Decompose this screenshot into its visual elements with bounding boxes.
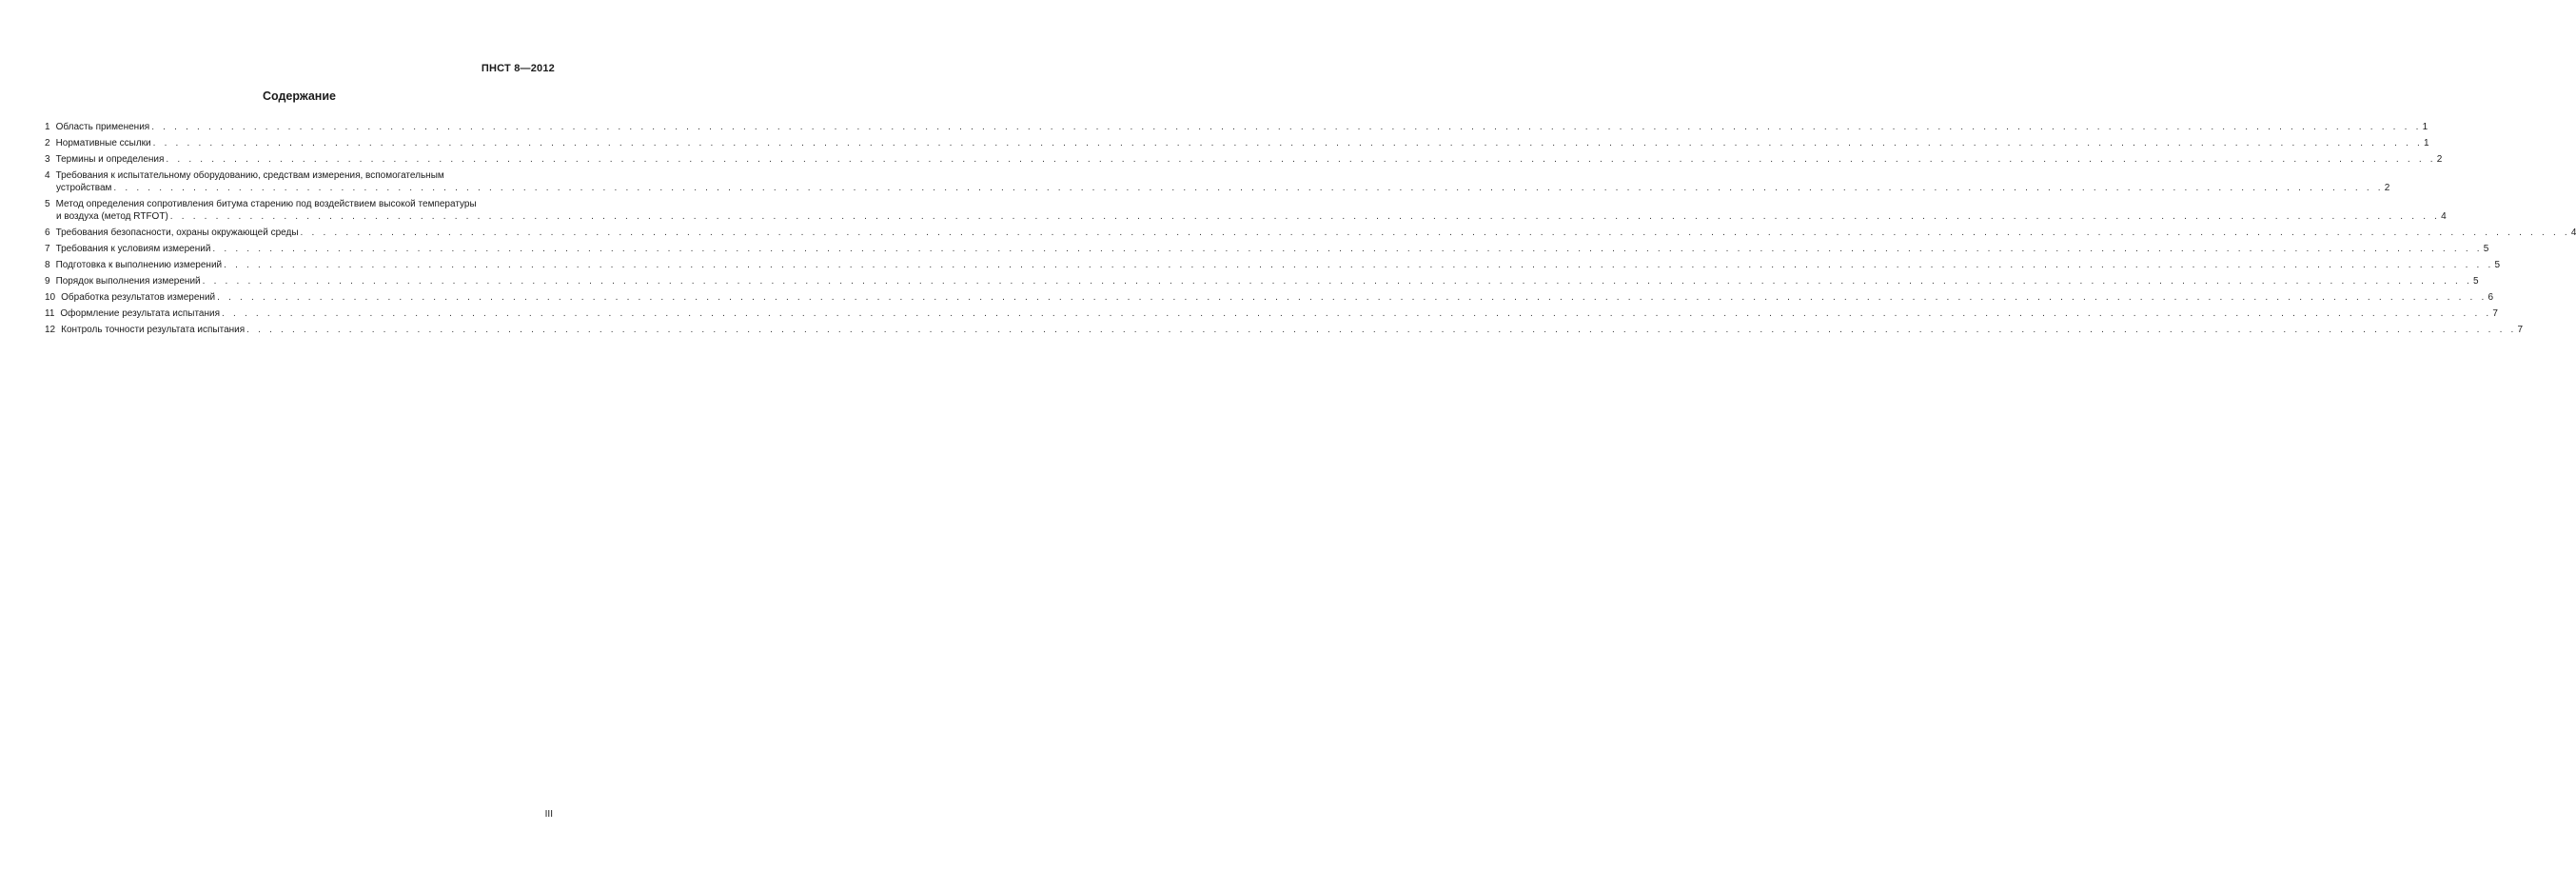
toc-leader-dots: . . . . . . . . . . . . . . . . . . . . . . . . . . . . . . . . . . . . . . . . . . . . . . . . . . . . . . . . . . . . . . . . . . . . . . . . . . . . . . . . . . . . . . . . . . . . . . . . . . . . . . . . . . . . . . . . . . . . . . . . . . . . . . . . . . . . . . . . . . . . . . . . . . . . . . . . . . . . . . . . . . . . . . . . . . . . . . . . . . . . . . . . . . . . . . . . . . . . . . . .	[151, 122, 2422, 132]
toc-entry-title: Метод определения сопротивления битума старению под воздействием высокой температуры	[55, 199, 477, 209]
toc-entry-number: 8	[45, 260, 50, 270]
toc-entry-title: Контроль точности результата испытания	[61, 325, 246, 335]
toc-entry-number: 6	[45, 228, 50, 238]
toc-title: Содержание	[262, 89, 336, 103]
toc-entry-number: 3	[45, 154, 50, 165]
toc-entry-title: Подготовка к выполнению измерений	[55, 260, 223, 270]
toc-entry-line	[45, 291, 2494, 304]
toc-entry-line	[45, 227, 2576, 239]
toc-leader-dots: . . . . . . . . . . . . . . . . . . . . . . . . . . . . . . . . . . . . . . . . . . . . . . . . . . . . . . . . . . . . . . . . . . . . . . . . . . . . . . . . . . . . . . . . . . . . . . . . . . . . . . . . . . . . . . . . . . . . . . . . . . . . . . . . . . . . . . . . . . . . . . . . . . . . . . . . . . . . . . . . . . . . . . . . . . . . . . . . . . . . . . . . . . . . . . . . . . . . . . . .	[169, 211, 2441, 222]
toc-entry-page: 2	[2384, 183, 2390, 193]
toc-leader-dots: . . . . . . . . . . . . . . . . . . . . . . . . . . . . . . . . . . . . . . . . . . . . . . . . . . . . . . . . . . . . . . . . . . . . . . . . . . . . . . . . . . . . . . . . . . . . . . . . . . . . . . . . . . . . . . . . . . . . . . . . . . . . . . . . . . . . . . . . . . . . . . . . . . . . . . . . . . . . . . . . . . . . . . . . . . . . . . . . . . . . . . . . . . . . . . . . . . . . . . . .	[166, 154, 2436, 165]
toc-entry[interactable]	[45, 227, 2576, 239]
document-code: ПНСТ 8—2012	[481, 63, 555, 74]
toc-entry[interactable]	[45, 243, 2489, 255]
toc-entry-number: 2	[45, 138, 50, 148]
toc-entry-line	[45, 307, 2498, 320]
toc-entry-title: Требования к условиям измерений	[55, 244, 211, 254]
toc-entry-title: Термины и определения	[55, 154, 165, 165]
toc-entry-line	[45, 324, 2524, 336]
toc-entry-page: 1	[2424, 138, 2429, 148]
toc-entry-line	[45, 137, 2429, 149]
toc-entry-page: 5	[2494, 260, 2501, 270]
toc-entry-title: Оформление результата испытания	[60, 308, 221, 319]
toc-entry[interactable]	[45, 259, 2501, 271]
toc-entry-page: 6	[2488, 292, 2494, 303]
toc-entry-line	[45, 198, 556, 210]
toc-leader-dots: . . . . . . . . . . . . . . . . . . . . . . . . . . . . . . . . . . . . . . . . . . . . . . . . . . . . . . . . . . . . . . . . . . . . . . . . . . . . . . . . . . . . . . . . . . . . . . . . . . . . . . . . . . . . . . . . . . . . . . . . . . . . . . . . . . . . . . . . . . . . . . . . . . . . . . . . . . . . . . . . . . . . . . . . . . . . . . . . . . . . . . . . . . . . . . . . . . . . . . . .	[224, 260, 2494, 270]
toc-entry-page: 5	[2483, 244, 2489, 254]
toc-entry-number: 12	[45, 325, 56, 335]
toc-entry-number: 5	[45, 199, 50, 209]
toc-leader-dots: . . . . . . . . . . . . . . . . . . . . . . . . . . . . . . . . . . . . . . . . . . . . . . . . . . . . . . . . . . . . . . . . . . . . . . . . . . . . . . . . . . . . . . . . . . . . . . . . . . . . . . . . . . . . . . . . . . . . . . . . . . . . . . . . . . . . . . . . . . . . . . . . . . . . . . . . . . . . . . . . . . . . . . . . . . . . . . . . . . . . . . . . . . . . . . . . . . . . . . . .	[300, 228, 2570, 238]
toc-entry-title: устройствам	[56, 183, 112, 193]
toc-entry[interactable]	[45, 137, 2429, 149]
toc-entry[interactable]	[45, 291, 2494, 304]
toc-entry-title: Требования безопасности, охраны окружающей среды	[55, 228, 299, 238]
toc-entry-line	[45, 275, 2479, 287]
toc-entry-line	[45, 169, 556, 182]
toc-entry-continuation	[45, 182, 2390, 194]
toc-entry-number: 7	[45, 244, 50, 254]
toc-entry-title: и воздуха (метод RTFOT)	[56, 211, 168, 222]
table-of-contents	[45, 121, 2576, 340]
toc-leader-dots: . . . . . . . . . . . . . . . . . . . . . . . . . . . . . . . . . . . . . . . . . . . . . . . . . . . . . . . . . . . . . . . . . . . . . . . . . . . . . . . . . . . . . . . . . . . . . . . . . . . . . . . . . . . . . . . . . . . . . . . . . . . . . . . . . . . . . . . . . . . . . . . . . . . . . . . . . . . . . . . . . . . . . . . . . . . . . . . . . . . . . . . . . . . . . . . . . . . . . . . .	[246, 325, 2517, 335]
toc-entry[interactable]	[45, 307, 2498, 320]
toc-entry-line	[45, 121, 2429, 133]
toc-leader-dots: . . . . . . . . . . . . . . . . . . . . . . . . . . . . . . . . . . . . . . . . . . . . . . . . . . . . . . . . . . . . . . . . . . . . . . . . . . . . . . . . . . . . . . . . . . . . . . . . . . . . . . . . . . . . . . . . . . . . . . . . . . . . . . . . . . . . . . . . . . . . . . . . . . . . . . . . . . . . . . . . . . . . . . . . . . . . . . . . . . . . . . . . . . . . . . . . . . . . . . . .	[152, 138, 2423, 148]
toc-entry-number: 4	[45, 170, 50, 181]
toc-entry-page: 4	[2441, 211, 2447, 222]
toc-leader-dots: . . . . . . . . . . . . . . . . . . . . . . . . . . . . . . . . . . . . . . . . . . . . . . . . . . . . . . . . . . . . . . . . . . . . . . . . . . . . . . . . . . . . . . . . . . . . . . . . . . . . . . . . . . . . . . . . . . . . . . . . . . . . . . . . . . . . . . . . . . . . . . . . . . . . . . . . . . . . . . . . . . . . . . . . . . . . . . . . . . . . . . . . . . . . . . . . . . . . . . . .	[113, 183, 2384, 193]
toc-entry-title: Порядок выполнения измерений	[55, 276, 201, 287]
toc-entry-number: 11	[45, 308, 55, 319]
toc-entry-page: 1	[2422, 122, 2429, 132]
toc-entry[interactable]	[45, 275, 2479, 287]
toc-entry-line	[45, 243, 2489, 255]
toc-entry-title: Обработка результатов измерений	[61, 292, 216, 303]
toc-leader-dots: . . . . . . . . . . . . . . . . . . . . . . . . . . . . . . . . . . . . . . . . . . . . . . . . . . . . . . . . . . . . . . . . . . . . . . . . . . . . . . . . . . . . . . . . . . . . . . . . . . . . . . . . . . . . . . . . . . . . . . . . . . . . . . . . . . . . . . . . . . . . . . . . . . . . . . . . . . . . . . . . . . . . . . . . . . . . . . . . . . . . . . . . . . . . . . . . . . . . . . . .	[222, 308, 2492, 319]
toc-entry-line	[45, 259, 2501, 271]
toc-leader-dots: . . . . . . . . . . . . . . . . . . . . . . . . . . . . . . . . . . . . . . . . . . . . . . . . . . . . . . . . . . . . . . . . . . . . . . . . . . . . . . . . . . . . . . . . . . . . . . . . . . . . . . . . . . . . . . . . . . . . . . . . . . . . . . . . . . . . . . . . . . . . . . . . . . . . . . . . . . . . . . . . . . . . . . . . . . . . . . . . . . . . . . . . . . . . . . . . . . . . . . . .	[217, 292, 2488, 303]
toc-entry-title: Нормативные ссылки	[55, 138, 151, 148]
toc-entry-number: 1	[45, 122, 50, 132]
toc-entry[interactable]	[45, 121, 2429, 133]
toc-leader-dots: . . . . . . . . . . . . . . . . . . . . . . . . . . . . . . . . . . . . . . . . . . . . . . . . . . . . . . . . . . . . . . . . . . . . . . . . . . . . . . . . . . . . . . . . . . . . . . . . . . . . . . . . . . . . . . . . . . . . . . . . . . . . . . . . . . . . . . . . . . . . . . . . . . . . . . . . . . . . . . . . . . . . . . . . . . . . . . . . . . . . . . . . . . . . . . . . . . . . . . . .	[212, 244, 2483, 254]
toc-entry-page: 5	[2473, 276, 2479, 287]
toc-entry[interactable]	[45, 324, 2524, 336]
toc-leader-dots: . . . . . . . . . . . . . . . . . . . . . . . . . . . . . . . . . . . . . . . . . . . . . . . . . . . . . . . . . . . . . . . . . . . . . . . . . . . . . . . . . . . . . . . . . . . . . . . . . . . . . . . . . . . . . . . . . . . . . . . . . . . . . . . . . . . . . . . . . . . . . . . . . . . . . . . . . . . . . . . . . . . . . . . . . . . . . . . . . . . . . . . . . . . . . . . . . . . . . . . .	[202, 276, 2472, 287]
toc-entry-page: 7	[2492, 308, 2498, 319]
page-number: III	[544, 809, 553, 820]
toc-entry-continuation	[45, 210, 2447, 223]
toc-entry-number: 10	[45, 292, 56, 303]
toc-entry-title: Область применения	[55, 122, 150, 132]
toc-entry-page: 7	[2517, 325, 2524, 335]
toc-entry-page: 2	[2436, 154, 2443, 165]
toc-entry-number: 9	[45, 276, 50, 287]
toc-entry-page: 4	[2570, 228, 2576, 238]
toc-entry[interactable]	[45, 198, 2447, 223]
toc-entry-title: Требования к испытательному оборудованию, средствам измерения, вспомогательным	[55, 170, 444, 181]
toc-entry[interactable]	[45, 169, 2390, 194]
toc-entry-line	[45, 153, 2443, 166]
toc-entry[interactable]	[45, 153, 2443, 166]
